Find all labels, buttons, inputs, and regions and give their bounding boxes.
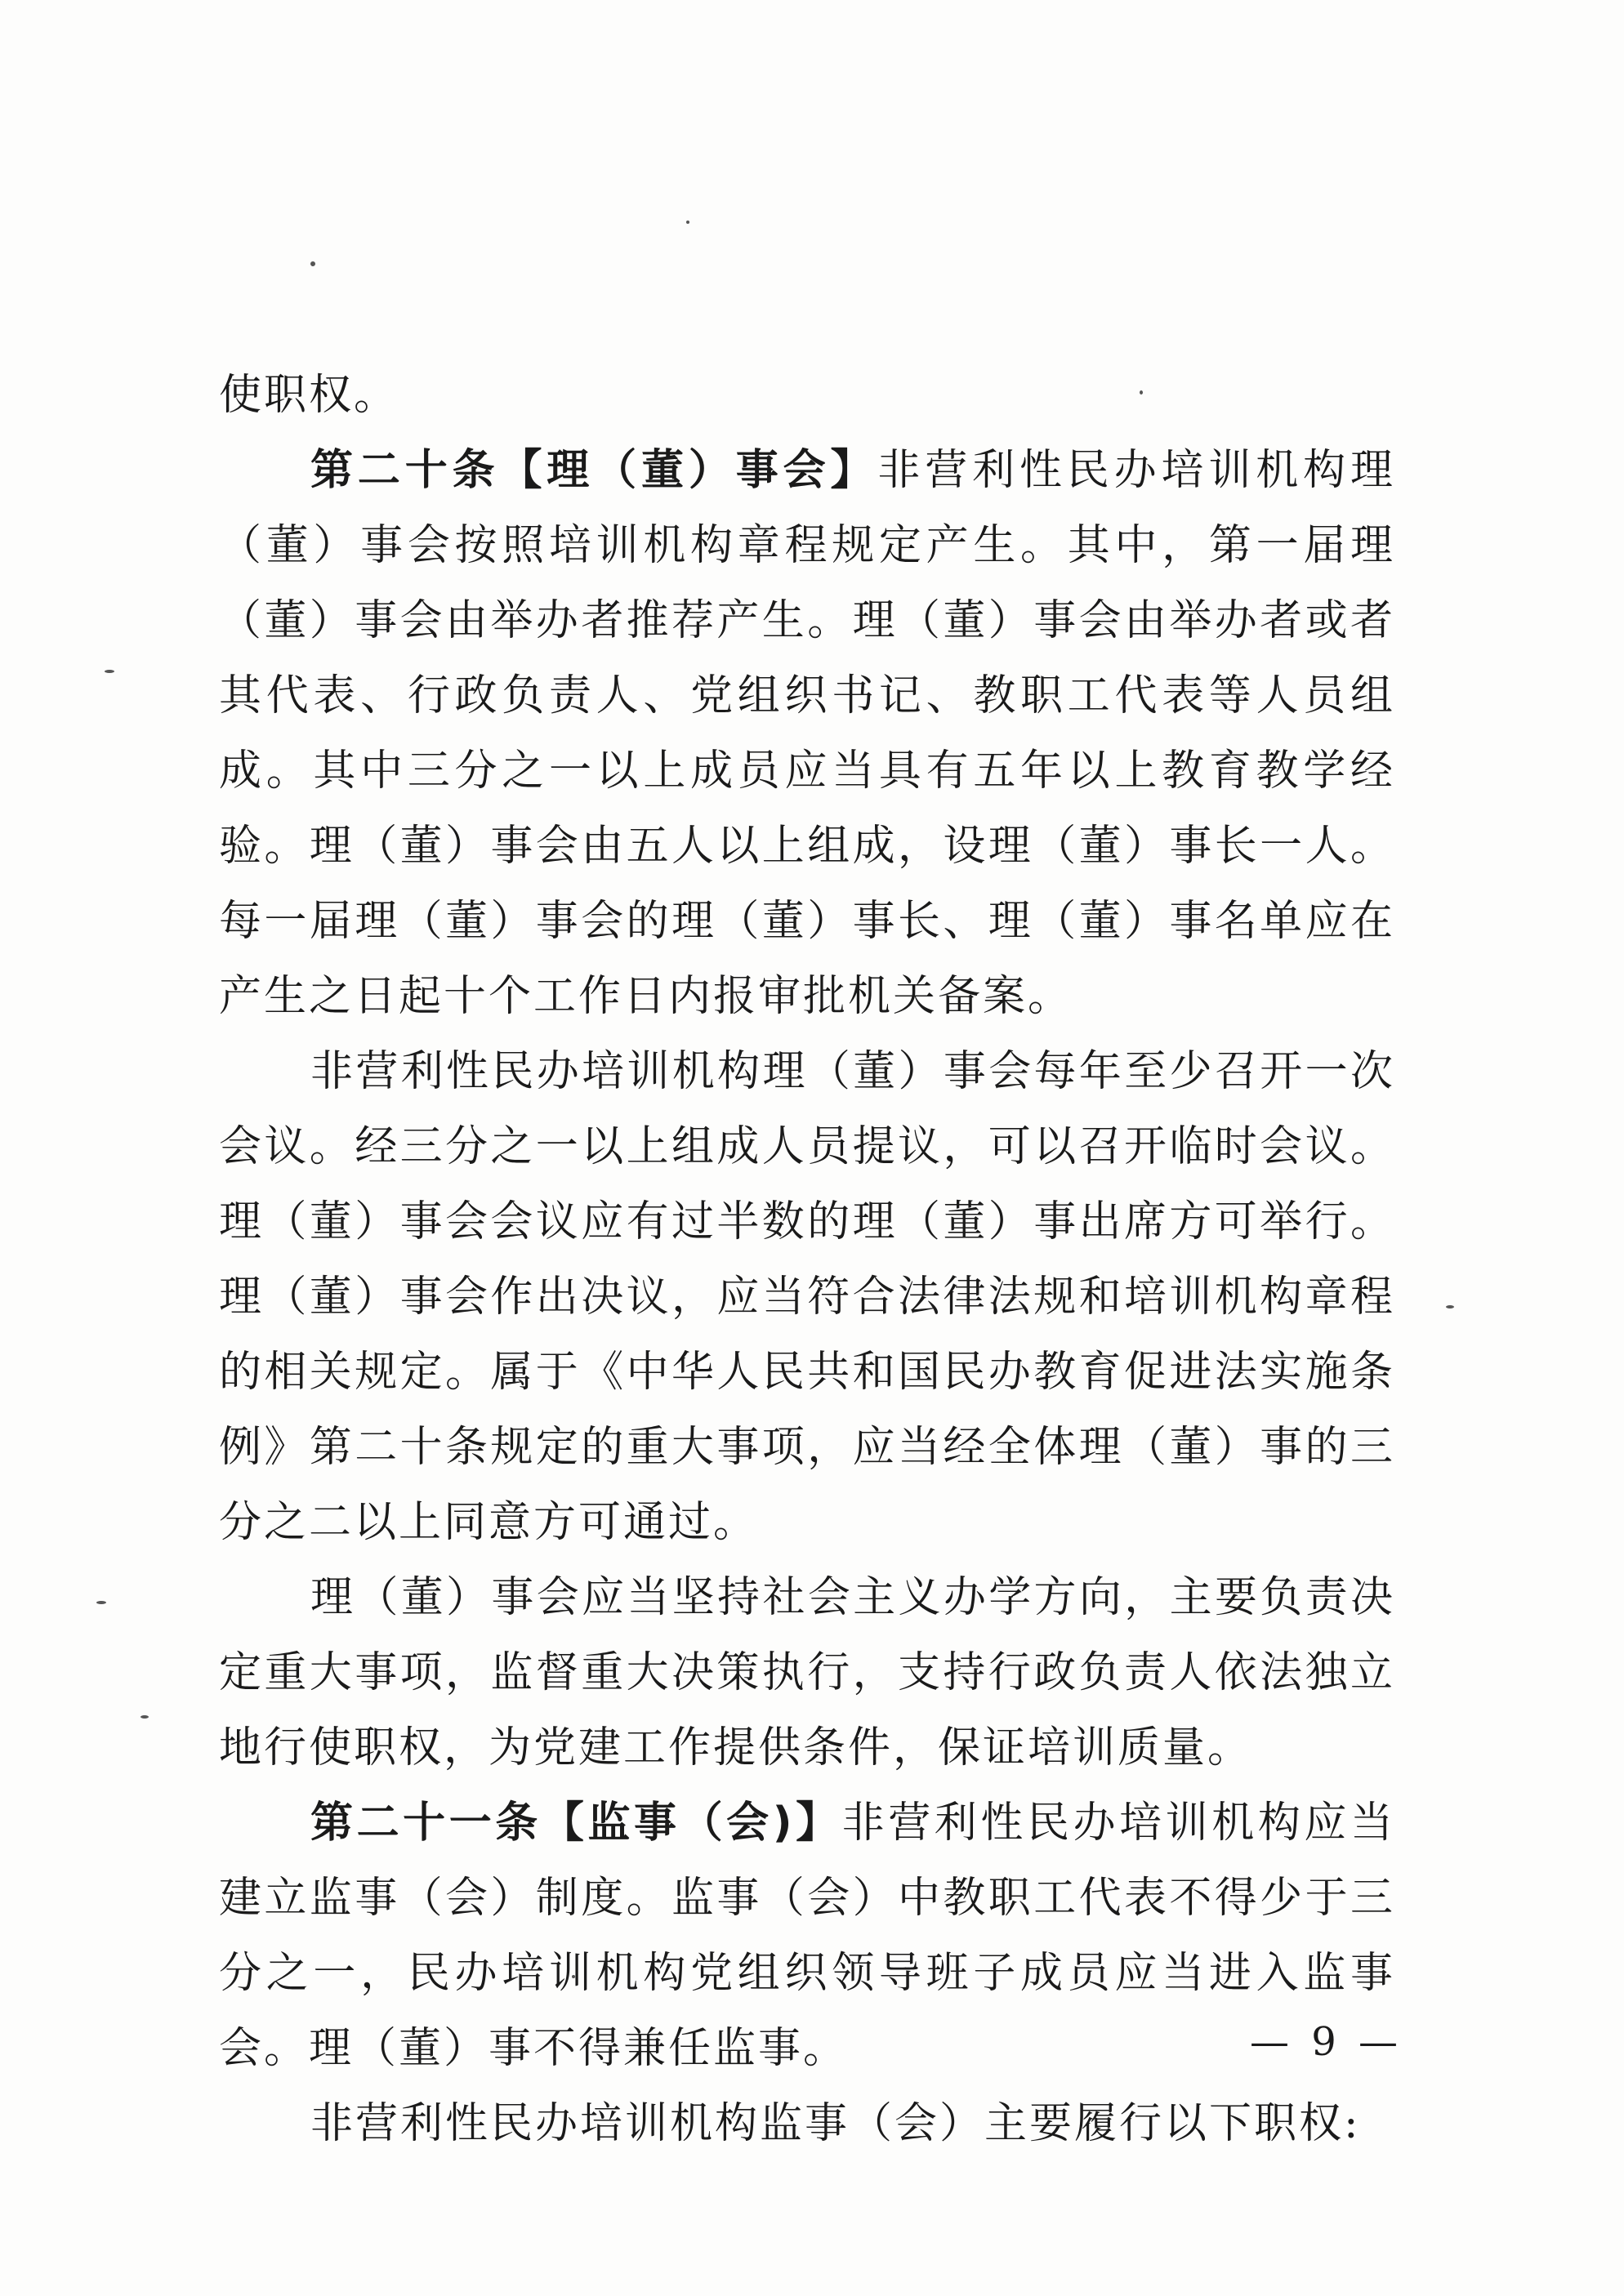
- scan-speck: [105, 670, 114, 673]
- paragraph-continuation: [219, 358, 1395, 433]
- article-21-heading: 第二十一条【监事（会)】: [310, 1799, 842, 1848]
- article-20-heading: 第二十条【理（董）事会】: [310, 446, 878, 495]
- article-20-paragraph-2: [219, 1034, 1395, 1560]
- paragraph-text: 理（董）事会应当坚持社会主义办学方向，主要负责决定重大事项，监督重大决策执行，支持行政负责人依法独立地行使职权，为党建工作提供条件，保证培训质量。: [219, 1573, 1395, 1772]
- scan-speck: [96, 1601, 106, 1604]
- scan-speck: [141, 1715, 149, 1719]
- article-20-paragraph-3: [219, 1560, 1395, 1786]
- page-number: — 9 —: [1250, 2019, 1403, 2065]
- paragraph-text: 非营利性民办培训机构应当建立监事（会）制度。监事（会）中教职工代表不得少于三分之一，民办培训机构党组织领导班子成员应当进入监事会。理（董）事不得兼任监事。: [219, 1799, 1395, 2073]
- article-21-paragraph: [219, 1786, 1395, 2086]
- paragraph-text: 非营利性民办培训机构理（董）事会按照培训机构章程规定产生。其中，第一届理（董）事会由举办者推荐产生。理（董）事会由举办者或者其代表、行政负责人、党组织书记、教职工代表等人员组成。其中三分之一以上成员应当具有五年以上教育教学经验。理（董）事会由五人以上组成，设理（董）事长一人。每一届理（董）事会的理（董）事长、理（董）事名单应在产生之日起十个工作日内报审批机关备案。: [219, 446, 1395, 1021]
- paragraph-text: 使职权。: [219, 371, 399, 420]
- paragraph-text: 非营利性民办培训机构监事（会）主要履行以下职权:: [310, 2099, 1361, 2148]
- scan-speck: [686, 221, 689, 224]
- scan-speck: [310, 261, 315, 266]
- article-20-paragraph: [219, 433, 1395, 1034]
- paragraph-text: 非营利性民办培训机构理（董）事会每年至少召开一次会议。经三分之一以上组成人员提议，可以召开临时会议。理（董）事会会议应有过半数的理（董）事出席方可举行。理（董）事会作出决议，应当符合法律法规和培训机构章程的相关规定。属于《中华人民共和国民办教育促进法实施条例》第二十条规定的重大事项，应当经全体理（董）事的三分之二以上同意方可通过。: [219, 1047, 1395, 1547]
- scan-speck: [1446, 1305, 1454, 1308]
- document-body: [219, 358, 1395, 2161]
- article-21-paragraph-2: [219, 2086, 1395, 2161]
